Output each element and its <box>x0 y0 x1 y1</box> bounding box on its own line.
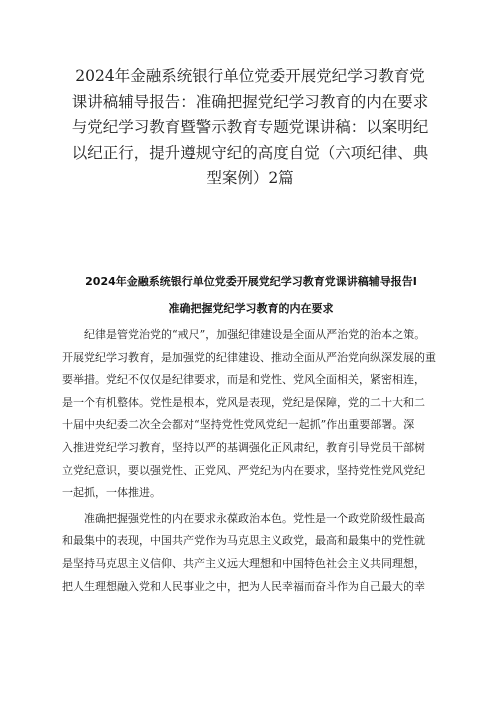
document-title-line: 2024年金融系统银行单位党委开展党纪学习教育党 <box>75 67 425 85</box>
paragraph-line: 入推进党纪学习教育，坚持以严的基调强化正风肃纪，教育引导党员干部树 <box>62 440 425 454</box>
paragraph-line: 一起抓，一体推进。 <box>62 486 161 500</box>
paragraph-line: 开展党纪学习教育，是加强党的纪律建设、推动全面从严治党向纵深发展的重 <box>62 350 436 364</box>
document-title-line: 与党纪学习教育暨警示教育专题党课讲稿：以案明纪 <box>71 118 429 136</box>
paragraph-line: 纪律是管党治党的“戒尺”，加强纪律建设是全面从严治党的治本之策。 <box>84 328 426 341</box>
paragraph-line: 准确把握强党性的内在要求永葆政治本色。党性是一个政党阶级性最高 <box>84 511 425 525</box>
paragraph-line: 是一个有机整体。党性是根本，党风是表现，党纪是保障，党的二十大和二 <box>62 395 425 409</box>
article-section <box>62 268 440 598</box>
document-title-line: 课讲稿辅导报告：准确把握党纪学习教育的内在要求 <box>71 92 429 111</box>
paragraph-line: 十届中央纪委二次全会都对“坚持党性党风党纪一起抓”作出重要部署。深 <box>62 418 415 432</box>
paragraph-line: 是坚持马克思主义信仰、共产主义远大理想和中国特色社会主义共同理想， <box>62 556 425 570</box>
paragraph-line: 要举措。党纪不仅仅是纪律要求，而是和党性、党风全面相关，紧密相连， <box>62 373 425 387</box>
section-heading-line: 2024年金融系统银行单位党委开展党纪学习教育党课讲稿辅导报告I <box>85 275 417 288</box>
body-paragraph <box>62 508 440 598</box>
paragraph-line: 把人生理想融入党和人民事业之中，把为人民幸福而奋斗作为自己最大的幸 <box>62 579 425 593</box>
body-paragraph <box>62 324 440 505</box>
document-title <box>58 64 442 192</box>
section-heading-line: 准确把握党纪学习教育的内在要求 <box>168 302 334 315</box>
paragraph-line: 立党纪意识，要以强党性、正党风、严党纪为内在要求，坚持党性党风党纪 <box>62 463 425 477</box>
section-heading <box>62 268 440 322</box>
document-title-line: 以纪正行，提升遵规守纪的高度自觉（六项纪律、典 <box>71 143 429 162</box>
paragraph-line: 和最集中的表现，中国共产党作为马克思主义政党，最高和最集中的党性就 <box>62 534 425 548</box>
document-title-line: 型案例）2篇 <box>206 169 294 187</box>
